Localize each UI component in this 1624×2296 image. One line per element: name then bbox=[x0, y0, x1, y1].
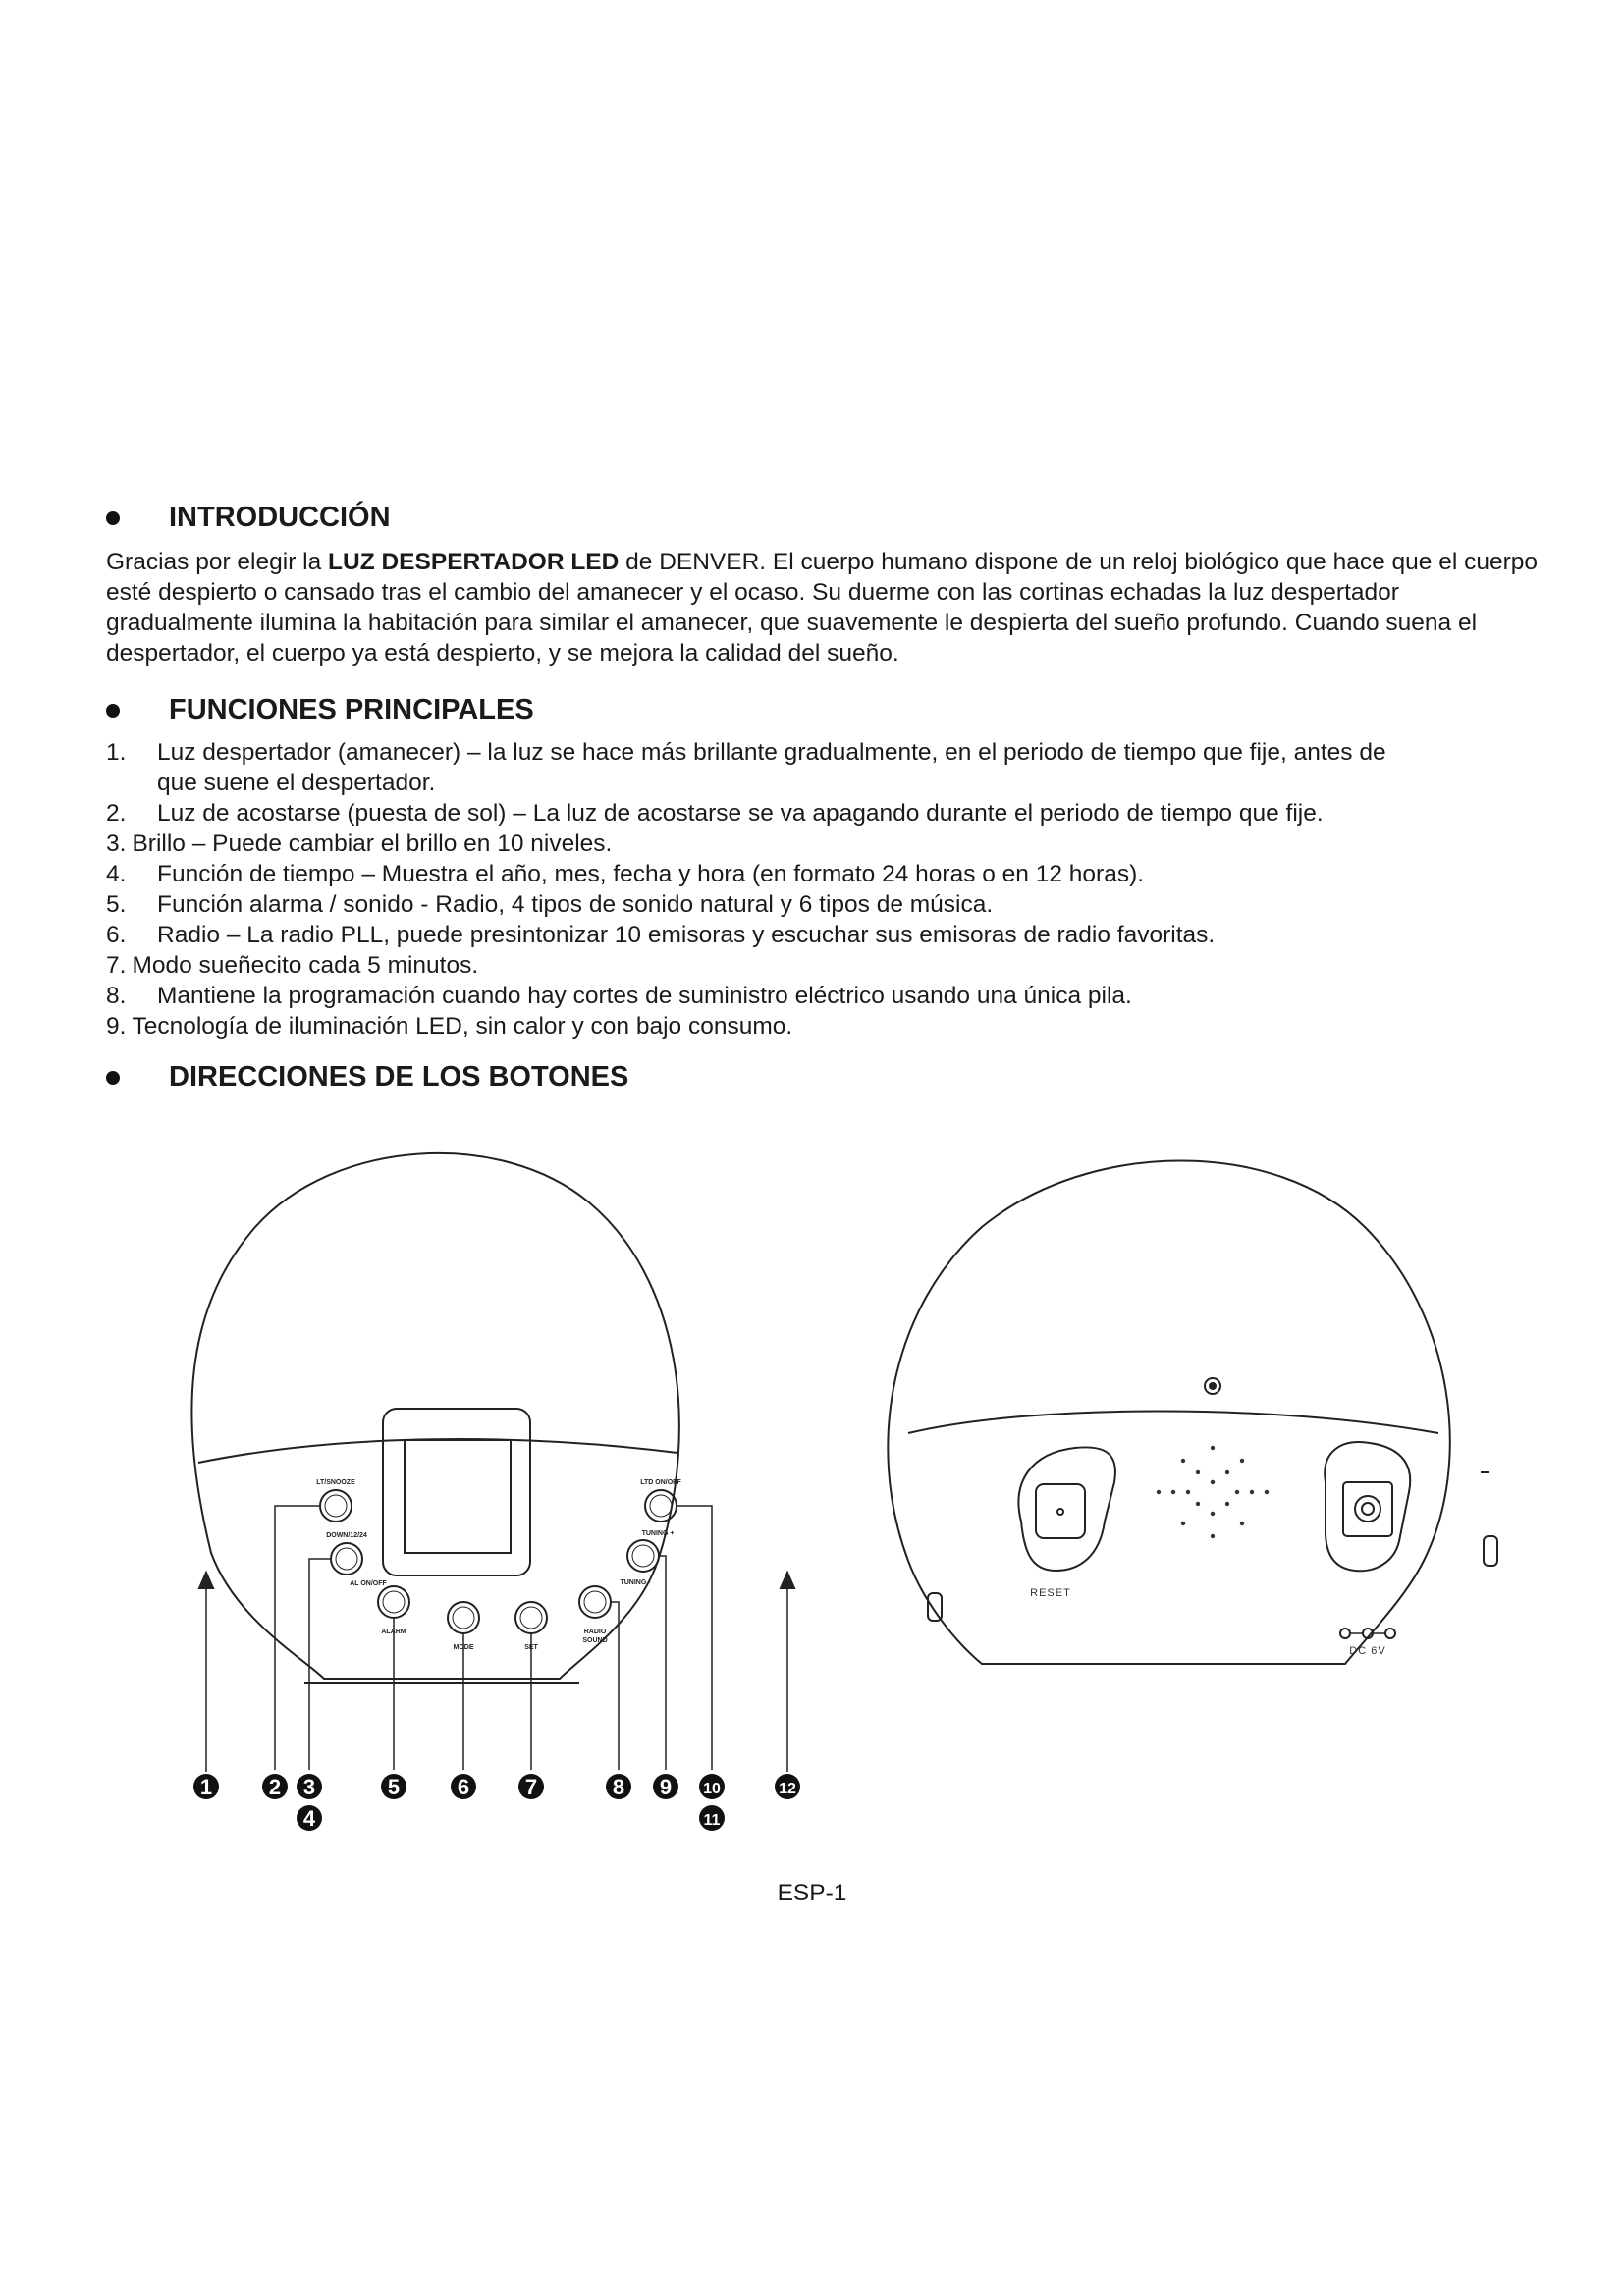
speaker-grille bbox=[1157, 1446, 1269, 1538]
list-item-text: Modo sueñecito cada 5 minutos. bbox=[132, 952, 479, 979]
svg-text:11: 11 bbox=[703, 1812, 721, 1829]
intro-product-name: LUZ DESPERTADOR LED bbox=[328, 549, 620, 575]
features-list bbox=[106, 737, 1540, 1041]
speaker-dot bbox=[1181, 1459, 1185, 1463]
callout-badge bbox=[606, 1774, 631, 1799]
speaker-dot bbox=[1181, 1522, 1185, 1525]
list-item-text: Función alarma / sonido - Radio, 4 tipos de sonido natural y 6 tipos de música. bbox=[157, 891, 994, 918]
speaker-dot bbox=[1240, 1459, 1244, 1463]
arrow-head bbox=[781, 1573, 794, 1588]
callout-badge bbox=[193, 1774, 219, 1799]
list-item bbox=[106, 981, 1540, 1011]
speaker-dot bbox=[1240, 1522, 1244, 1525]
svg-text:9: 9 bbox=[659, 1775, 673, 1799]
back-band-line bbox=[908, 1412, 1438, 1434]
radio-label: RADIO bbox=[583, 1629, 607, 1635]
sound-label: SOUND bbox=[582, 1637, 608, 1644]
list-item-number: 2. bbox=[106, 800, 127, 827]
callout-badge bbox=[381, 1774, 406, 1799]
arrow-head bbox=[199, 1573, 213, 1588]
list-item-number: 4. bbox=[106, 861, 127, 887]
list-item bbox=[106, 798, 1540, 828]
list-item bbox=[106, 1011, 1540, 1041]
down-12-24-label: DOWN/12/24 bbox=[326, 1532, 367, 1539]
speaker-dot bbox=[1196, 1470, 1200, 1474]
ltd-onoff-label: LTD ON/OFF bbox=[640, 1479, 681, 1486]
tuning-plus-label: TUNING + bbox=[641, 1530, 675, 1537]
bullet-icon bbox=[106, 704, 120, 718]
list-item-number: 1. bbox=[106, 739, 127, 766]
list-item bbox=[106, 889, 1540, 920]
list-item bbox=[106, 950, 1540, 981]
callout-badge bbox=[775, 1774, 800, 1799]
speaker-dot bbox=[1225, 1502, 1229, 1506]
callout-badge bbox=[297, 1774, 322, 1799]
reset-button[interactable] bbox=[1036, 1484, 1085, 1538]
leader-line bbox=[659, 1556, 666, 1770]
side-knob-right bbox=[1484, 1536, 1497, 1566]
set-label: SET bbox=[524, 1644, 538, 1651]
speaker-dot bbox=[1211, 1512, 1215, 1516]
speaker-dot bbox=[1171, 1490, 1175, 1494]
list-item-text: Radio – La radio PLL, puede presintonizar 10 emisoras y escuchar sus emisoras de radio favoritas. bbox=[157, 922, 1216, 948]
intro-text-post: de DENVER. El cuerpo humano dispone de un reloj biológico que hace que el cuerpo esté despierto o cansado tras el cambio del amanecer y el ocaso. Su duerme con las cortinas echadas la luz despertador gradualmente ilumina la habitación para similar el amanecer, que suavemente le despierta del sueño profundo. Cuando suena el despertador, el cuerpo ya está despierto, y se mejora la calidad del sueño. bbox=[106, 549, 1539, 667]
intro-text-pre: Gracias por elegir la bbox=[106, 549, 329, 575]
svg-text:3: 3 bbox=[302, 1775, 316, 1799]
dc-jack[interactable] bbox=[1343, 1482, 1392, 1536]
list-item-number: 3. bbox=[106, 830, 127, 857]
reset-housing bbox=[1018, 1447, 1114, 1571]
front-view bbox=[191, 1153, 794, 1772]
speaker-dot bbox=[1211, 1480, 1215, 1484]
speaker-dot bbox=[1265, 1490, 1269, 1494]
list-item-text: Tecnología de iluminación LED, sin calor y con bajo consumo. bbox=[132, 1013, 793, 1040]
list-item bbox=[106, 920, 1540, 950]
dc-housing bbox=[1325, 1442, 1410, 1571]
speaker-dot bbox=[1235, 1490, 1239, 1494]
speaker-dot bbox=[1225, 1470, 1229, 1474]
speaker-dot bbox=[1250, 1490, 1254, 1494]
list-item-continuation: que suene el despertador. bbox=[157, 770, 436, 796]
speaker-dot bbox=[1157, 1490, 1161, 1494]
list-item-number: 6. bbox=[106, 922, 127, 948]
front-dome-outline bbox=[191, 1153, 678, 1679]
tuning-minus-label: TUNING - bbox=[620, 1579, 651, 1586]
svg-text:1: 1 bbox=[199, 1775, 213, 1799]
back-dome-outline bbox=[888, 1161, 1449, 1665]
display-screen bbox=[405, 1440, 511, 1553]
svg-text:2: 2 bbox=[268, 1775, 282, 1799]
list-item-text: Mantiene la programación cuando hay cortes de suministro eléctrico usando una única pila. bbox=[157, 983, 1132, 1009]
list-item bbox=[106, 859, 1540, 889]
leader-line bbox=[275, 1506, 320, 1770]
callout-badge bbox=[518, 1774, 544, 1799]
dc-label: DC 6V bbox=[1349, 1645, 1386, 1657]
bullet-icon bbox=[106, 511, 120, 525]
list-item-text: Función de tiempo – Muestra el año, mes, fecha y hora (en formato 24 horas o en 12 horas). bbox=[157, 861, 1145, 887]
buttons-heading: DIRECCIONES DE LOS BOTONES bbox=[169, 1061, 629, 1093]
callout-badge bbox=[451, 1774, 476, 1799]
al-onoff-label: AL ON/OFF bbox=[350, 1580, 387, 1587]
alarm-label: ALARM bbox=[381, 1629, 406, 1635]
svg-text:7: 7 bbox=[524, 1775, 538, 1799]
list-item-text: Luz despertador (amanecer) – la luz se hace más brillante gradualmente, en el periodo de tiempo que fije, antes de bbox=[157, 739, 1386, 766]
speaker-dot bbox=[1211, 1534, 1215, 1538]
intro-heading: INTRODUCCIÓN bbox=[169, 502, 391, 533]
speaker-dot bbox=[1211, 1446, 1215, 1450]
callout-badge bbox=[297, 1805, 322, 1831]
speaker-dot bbox=[1196, 1502, 1200, 1506]
callouts bbox=[193, 1774, 800, 1831]
leader-line bbox=[677, 1506, 712, 1770]
leader-line bbox=[309, 1559, 331, 1770]
list-item-number: 9. bbox=[106, 1013, 127, 1040]
list-item-text: Luz de acostarse (puesta de sol) – La luz de acostarse se va apagando durante el periodo de tiempo que fije. bbox=[157, 800, 1324, 827]
svg-text:5: 5 bbox=[387, 1775, 401, 1799]
callout-badge bbox=[699, 1805, 725, 1831]
page-number: ESP-1 bbox=[777, 1880, 847, 1906]
svg-text:12: 12 bbox=[779, 1781, 796, 1797]
list-item-number: 8. bbox=[106, 983, 127, 1009]
intro-paragraph bbox=[106, 547, 1540, 668]
device-diagram bbox=[147, 1109, 1522, 1855]
back-view bbox=[888, 1161, 1497, 1665]
svg-text:8: 8 bbox=[612, 1775, 625, 1799]
reset-label: RESET bbox=[1030, 1587, 1071, 1599]
list-item bbox=[106, 828, 1540, 859]
front-band-line bbox=[198, 1439, 677, 1463]
list-item-number: 7. bbox=[106, 952, 127, 979]
svg-text:4: 4 bbox=[302, 1806, 316, 1831]
features-heading: FUNCIONES PRINCIPALES bbox=[169, 694, 534, 725]
list-item-text: Brillo – Puede cambiar el brillo en 10 niveles. bbox=[132, 830, 613, 857]
speaker-dot bbox=[1186, 1490, 1190, 1494]
callout-badge bbox=[653, 1774, 678, 1799]
bullet-icon bbox=[106, 1071, 120, 1085]
list-item-number: 5. bbox=[106, 891, 127, 918]
mode-label: MODE bbox=[453, 1644, 474, 1651]
lt-snooze-label: LT/SNOOZE bbox=[316, 1479, 355, 1486]
svg-text:6: 6 bbox=[457, 1775, 470, 1799]
list-item bbox=[106, 737, 1540, 798]
callout-badge bbox=[699, 1774, 725, 1799]
callout-badge bbox=[262, 1774, 288, 1799]
svg-text:10: 10 bbox=[703, 1781, 721, 1797]
